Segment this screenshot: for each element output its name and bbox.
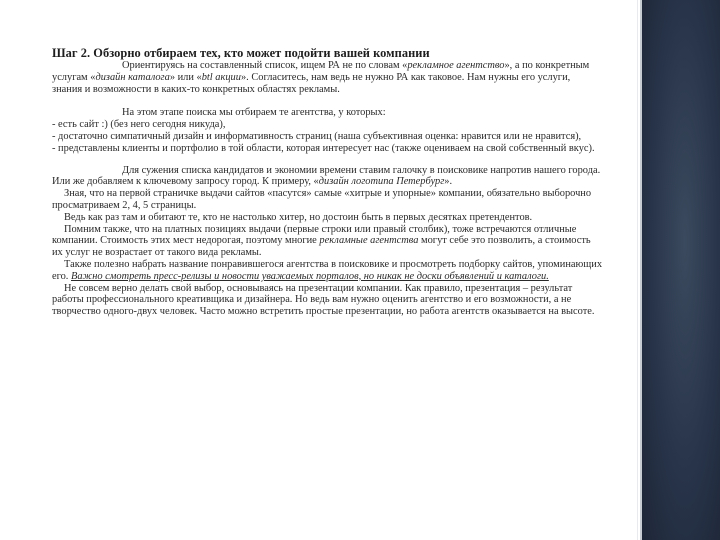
- paragraph-1: [52, 60, 602, 95]
- paragraph-8: Не совсем верно делать свой выбор, основываясь на презентации компании. Как правило, презентация – результат работы профессионального креативщика и дизайнера. Но ведь вам нужно оценить агентство и его возможности, а не творчество одного-двух человек. Часто можно встретить простые презентации, но работа агентств оказывается на высоте.: [52, 282, 595, 318]
- list-item: - есть сайт :) (без него сегодня никуда),: [52, 119, 226, 131]
- side-divider-light: [637, 0, 638, 540]
- paragraph-4: Зная, что на первой страничке выдачи сайтов «пасутся» самые «хитрые и упорные» компании, обязательно выборочно просматриваем 2, 4, 5 страницы.: [52, 188, 592, 211]
- spacer: [52, 155, 602, 165]
- list-item: - представлены клиенты и портфолио в той области, которая интересует нас (также оцениваем на свой собственный вкус).: [52, 142, 595, 154]
- slide-body: [52, 46, 602, 318]
- p3-emphasis: дизайн логотипа Петербург: [318, 176, 445, 188]
- paragraph-6: [52, 224, 602, 259]
- p6-emphasis: рекламные агентства: [319, 235, 419, 247]
- paragraph-5: Ведь как раз там и обитают те, кто не настолько хитер, но достоин быть в первых десятках претендентов.: [64, 211, 533, 223]
- p1-text-b: », а по конкретным услугам «: [52, 60, 590, 83]
- p7-text-a: Также полезно набрать название понравившегося агентства в поисковике и просмотреть подборку сайтов, упоминающих его.: [52, 258, 603, 282]
- p1-emphasis-b: дизайн каталога: [95, 71, 170, 83]
- list-item: - достаточно симпатичный дизайн и информативность страниц (наша субъективная оценка: нравится или не нравится),: [52, 130, 582, 142]
- p6-text-a: Помним также, что на платных позициях выдачи (первые строки или правый столбик), тоже встречаются отличные компании. Стоимость этих мест недорогая, поэтому многие: [52, 223, 577, 247]
- slide-heading: Шаг 2. Обзорно отбираем тех, кто может подойти вашей компании: [52, 46, 430, 60]
- p3-text-b: ».: [444, 176, 453, 188]
- p1-text-d: ». Согласитесь, нам ведь не нужно РА как таковое. Нам нужны его услуги, знания и возможности в каких-то конкретных областях рекламы.: [52, 71, 571, 95]
- p1-emphasis-a: рекламное агентство: [407, 60, 505, 71]
- p3-text-a: Для сужения списка кандидатов и экономии времени ставим галочку в поисковике напротив нашего города. Или же добавляем к ключевому запросу город. К примеру, «: [52, 164, 601, 188]
- spacer: [52, 95, 602, 107]
- p1-emphasis-c: btl акции: [201, 71, 241, 83]
- paragraph-3: [52, 165, 602, 189]
- p1-text-a: Ориентируясь на составленный список, ищем РА не по словам «: [122, 60, 408, 71]
- decorative-side-panel: [642, 0, 720, 540]
- paragraph-7: [52, 259, 602, 283]
- p6-text-b: могут себе это позволить, а стоимость их услуг не возрастает от такого вида рекламы.: [52, 235, 591, 259]
- p7-underlined-note: Важно смотреть пресс-релизы и новости уважаемых порталов, но никак не доски объявлений и каталоги.: [71, 270, 549, 282]
- paragraph-2-lead: На этом этапе поиска мы отбираем те агентства, у которых:: [122, 107, 386, 119]
- p1-text-c: » или «: [169, 71, 202, 83]
